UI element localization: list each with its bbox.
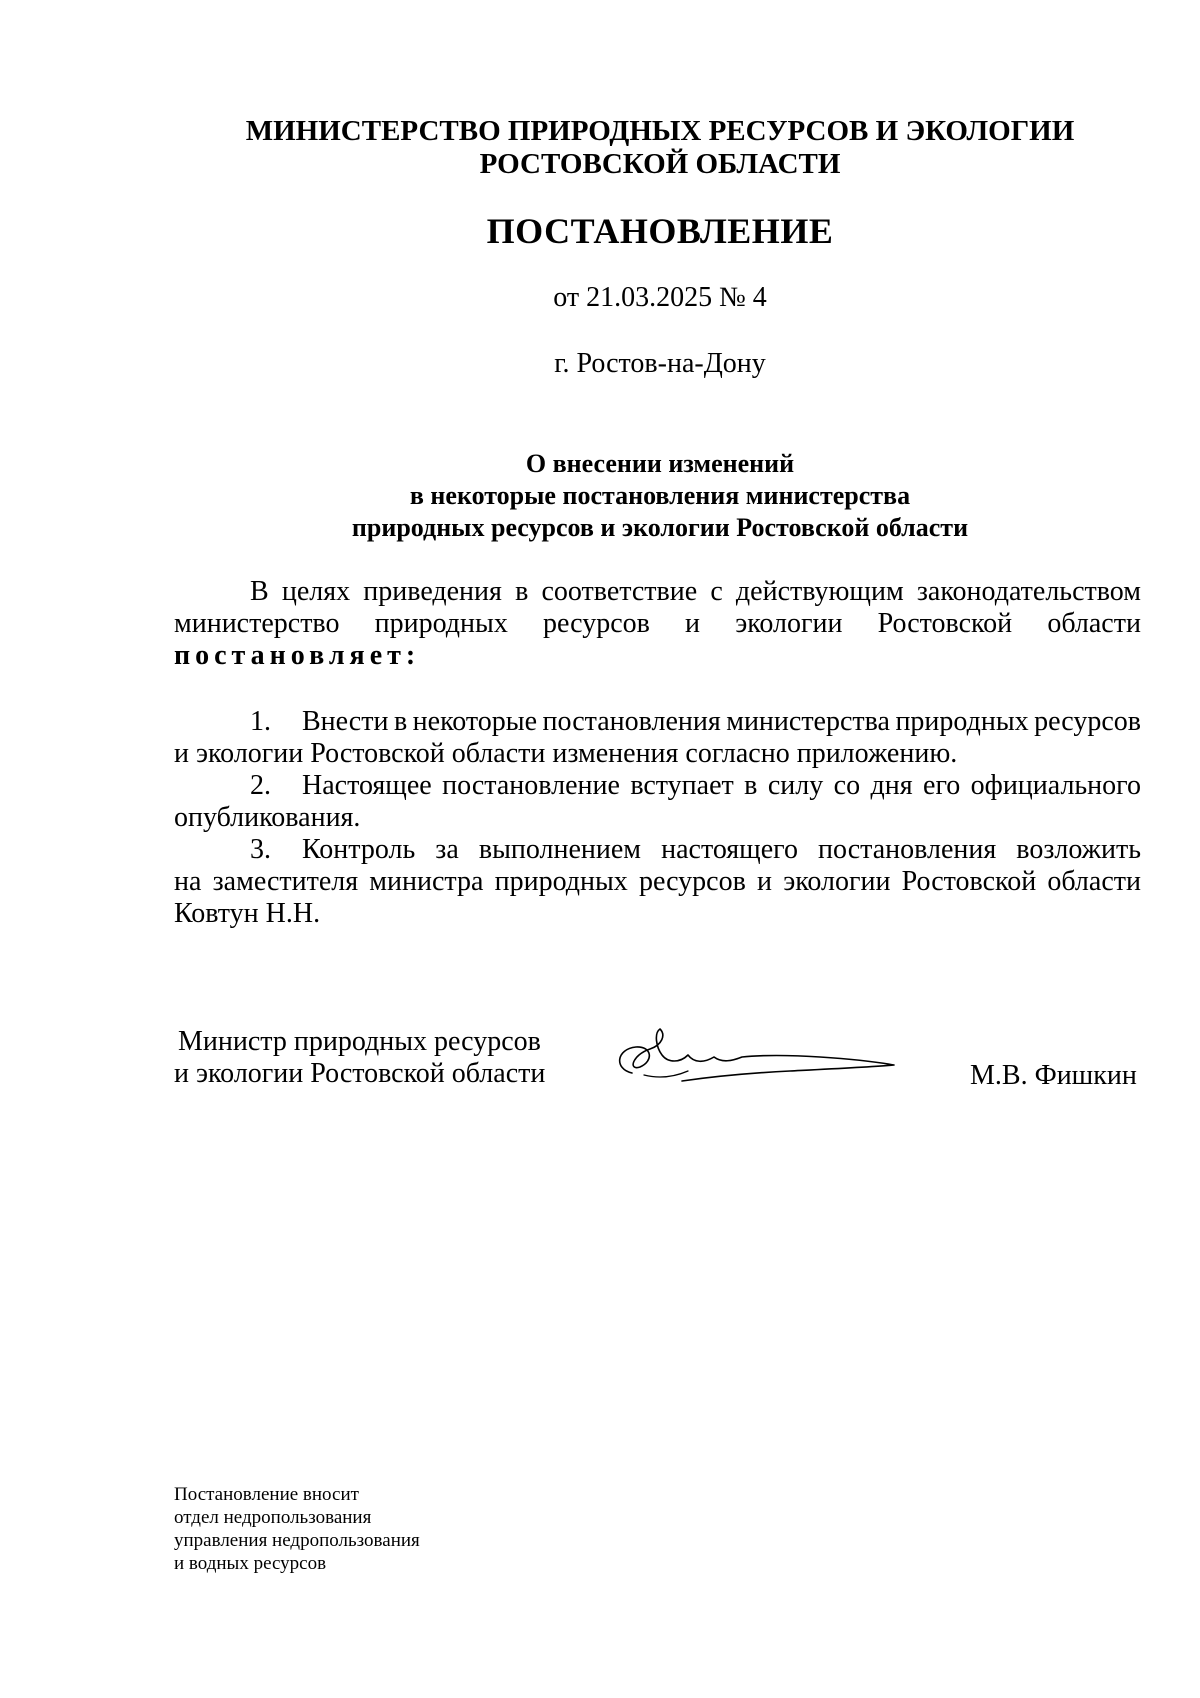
word: В — [250, 576, 269, 607]
footer-line2: отдел недропользования — [174, 1507, 372, 1528]
word: действующим — [735, 576, 904, 607]
item-1-line1 — [250, 706, 1141, 738]
word: и — [685, 608, 701, 639]
word: министерство — [174, 608, 340, 639]
word: настоящего — [661, 834, 798, 865]
item-2-line1 — [250, 770, 1141, 802]
item-2-line2: опубликования. — [174, 802, 361, 833]
item-3-line3: Ковтун Н.Н. — [174, 898, 321, 929]
signatory-position-line1: Министр природных ресурсов — [178, 1026, 541, 1057]
resolves-word: постановляет: — [174, 640, 421, 671]
subject-line3: природных ресурсов и экологии Ростовской области — [351, 513, 969, 542]
word: в — [515, 576, 529, 607]
word: целях — [281, 576, 351, 607]
word: постановления — [818, 834, 997, 865]
item-1-text — [302, 706, 1141, 738]
word: Внести — [302, 706, 389, 737]
word: соответствие — [541, 576, 698, 607]
item-2-text — [302, 770, 1141, 802]
word: с — [710, 576, 723, 607]
preamble-line2 — [174, 608, 1141, 640]
word: выполнением — [478, 834, 642, 865]
item-2-number: 2. — [250, 770, 271, 801]
word: законодательством — [916, 576, 1141, 607]
document-title: ПОСТАНОВЛЕНИЕ — [486, 211, 834, 251]
word: за — [435, 834, 459, 865]
word: возложить — [1016, 834, 1141, 865]
word: официального — [970, 770, 1141, 801]
item-3-line1 — [250, 834, 1141, 866]
word: ресурсов — [639, 866, 746, 897]
item-3-text — [302, 834, 1141, 866]
preamble-line1 — [250, 576, 1141, 608]
subject-line2: в некоторые постановления министерства — [409, 481, 911, 510]
ministry-name-line2: РОСТОВСКОЙ ОБЛАСТИ — [479, 148, 841, 180]
word: в — [393, 706, 408, 737]
signatory-position-line2: и экологии Ростовской области — [174, 1058, 546, 1089]
word: министерства — [726, 706, 890, 737]
word: на — [174, 866, 202, 897]
city: г. Ростов-на-Дону — [554, 348, 766, 379]
ministry-name-line1: МИНИСТЕРСТВО ПРИРОДНЫХ РЕСУРСОВ И ЭКОЛОГИИ — [245, 115, 1075, 147]
word: Настоящее — [302, 770, 432, 801]
word: ресурсов — [543, 608, 650, 639]
word: силу — [767, 770, 824, 801]
item-1-number: 1. — [250, 706, 271, 737]
word: экологии — [735, 608, 843, 639]
word: природных — [494, 866, 628, 897]
word: постановление — [442, 770, 620, 801]
word: природных — [895, 706, 1029, 737]
word: приведения — [363, 576, 502, 607]
handwritten-signature — [610, 1025, 910, 1095]
word: области — [1047, 866, 1141, 897]
word: ресурсов — [1034, 706, 1141, 737]
word: природных — [374, 608, 508, 639]
item-3-line2 — [174, 866, 1141, 898]
word: министра — [369, 866, 484, 897]
word: со — [833, 770, 861, 801]
word: заместителя — [212, 866, 359, 897]
word: его — [923, 770, 961, 801]
word: вступает — [630, 770, 734, 801]
word: и — [757, 866, 773, 897]
word: Ростовской — [901, 866, 1037, 897]
word: в — [744, 770, 758, 801]
item-3-number: 3. — [250, 834, 271, 865]
word: некоторые — [412, 706, 538, 737]
subject-line1: О внесении изменений — [525, 449, 795, 478]
item-1-line2: и экологии Ростовской области изменения согласно приложению. — [174, 738, 958, 769]
word: постановления — [542, 706, 721, 737]
signatory-name: М.В. Фишкин — [970, 1060, 1137, 1091]
date-number: от 21.03.2025 № 4 — [553, 282, 767, 313]
footer-line3: управления недропользования — [174, 1530, 420, 1551]
word: области — [1047, 608, 1141, 639]
word: экологии — [783, 866, 891, 897]
word: Ростовской — [877, 608, 1013, 639]
word: дня — [870, 770, 913, 801]
footer-line4: и водных ресурсов — [174, 1553, 327, 1574]
footer-line1: Постановление вносит — [174, 1484, 359, 1505]
word: Контроль — [302, 834, 416, 865]
